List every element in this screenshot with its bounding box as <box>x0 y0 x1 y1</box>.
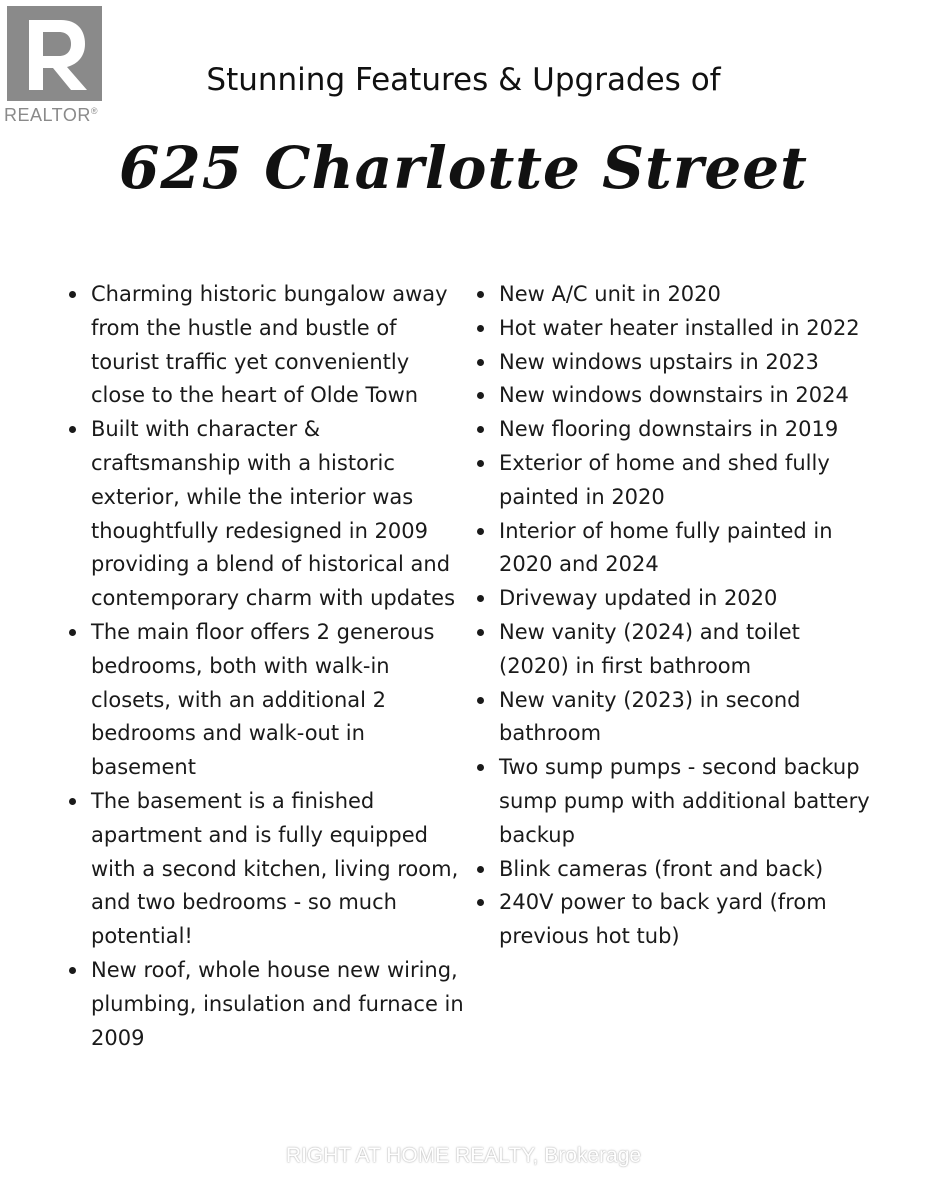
feature-item: New windows downstairs in 2024 <box>474 379 874 413</box>
features-list-right <box>474 278 874 954</box>
feature-item: New vanity (2024) and toilet (2020) in first bathroom <box>474 616 874 684</box>
feature-item: Exterior of home and shed fully painted in 2020 <box>474 447 874 515</box>
feature-item: Built with character & craftsmanship with a historic exterior, while the interior was thoughtfully redesigned in 2009 providing a blend of historical and contemporary charm with updates <box>66 413 466 616</box>
brokerage-watermark: RIGHT AT HOME REALTY, Brokerage <box>285 1144 642 1167</box>
feature-item: New vanity (2023) in second bathroom <box>474 684 874 752</box>
realtor-wordmark: REALTOR® <box>4 105 98 125</box>
feature-item: The main floor offers 2 generous bedrooms, both with walk-in closets, with an additional 2 bedrooms and walk-out in basement <box>66 616 466 785</box>
feature-item: New roof, whole house new wiring, plumbing, insulation and furnace in 2009 <box>66 954 466 1055</box>
feature-item: Driveway updated in 2020 <box>474 582 874 616</box>
feature-item: Interior of home fully painted in 2020 and 2024 <box>474 515 874 583</box>
feature-item: The basement is a finished apartment and is fully equipped with a second kitchen, living room, and two bedrooms - so much potential! <box>66 785 466 954</box>
feature-item: New windows upstairs in 2023 <box>474 346 874 380</box>
feature-item: Charming historic bungalow away from the hustle and bustle of tourist traffic yet conveniently close to the heart of Olde Town <box>66 278 466 413</box>
feature-item: Two sump pumps - second backup sump pump with additional battery backup <box>474 751 874 852</box>
feature-item: Hot water heater installed in 2022 <box>474 312 874 346</box>
feature-item: New A/C unit in 2020 <box>474 278 874 312</box>
page-heading: Stunning Features & Upgrades of <box>206 62 721 98</box>
features-list-left <box>66 278 466 1055</box>
feature-item: 240V power to back yard (from previous hot tub) <box>474 886 874 954</box>
property-address: 625 Charlotte Street <box>119 134 808 202</box>
feature-item: Blink cameras (front and back) <box>474 853 874 887</box>
feature-item: New flooring downstairs in 2019 <box>474 413 874 447</box>
